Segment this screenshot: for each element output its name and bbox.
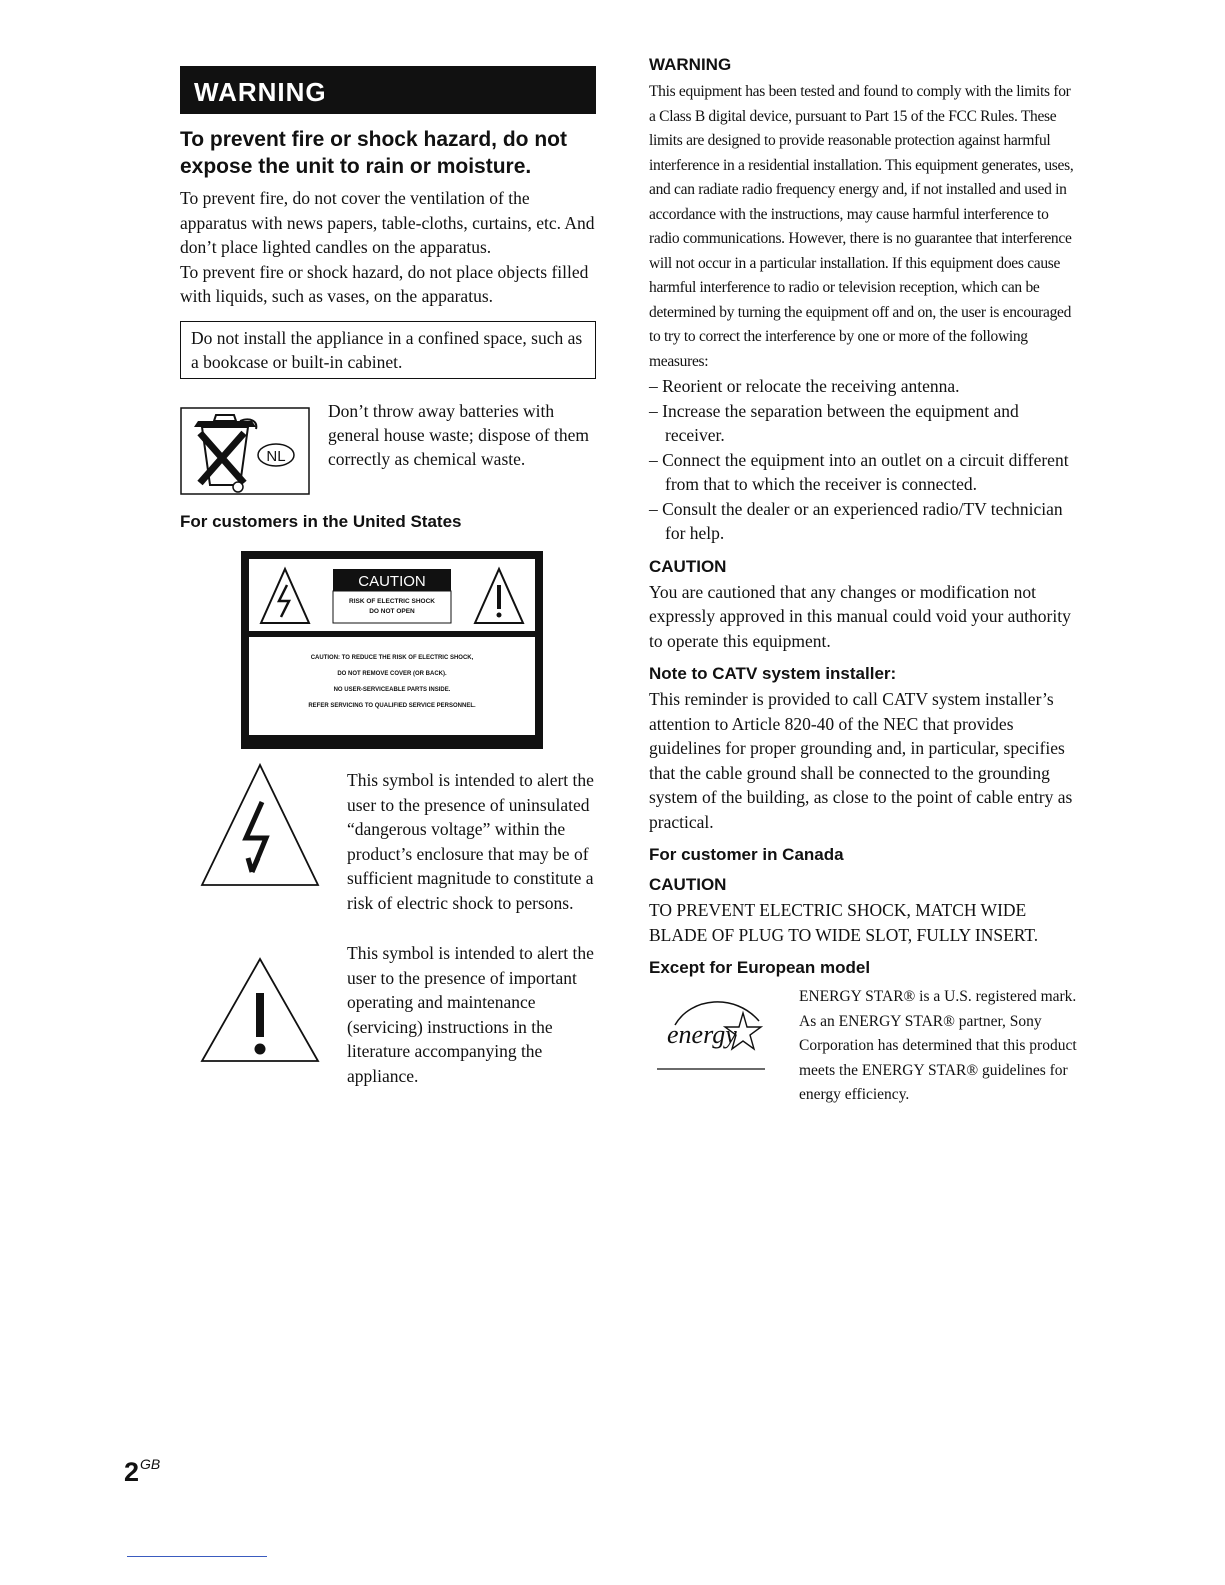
confined-space-notice: Do not install the appliance in a confined space, such as a bookcase or built-in cabinet. [180,321,596,379]
liquids-paragraph: To prevent fire or shock hazard, do not place objects filled with liquids, such as vases, on the apparatus. [180,261,589,306]
energy-star-text: ENERGY STAR® is a U.S. registered mark. As an ENERGY STAR® partner, Sony Corporation has determined that this product meets the ENERGY STAR® guidelines for energy efficiency. [799,988,1077,1103]
interference-measures-list [649,374,1074,546]
voltage-symbol-text: This symbol is intended to alert the user to the presence of uninsulated “dangerous voltage” within the product’s enclosure that may be of sufficient magnitude to constitute a risk of electric shock to persons. [347,770,594,913]
left-column [180,66,600,533]
caution-label-line4: REFER SERVICING TO QUALIFIED SERVICE PERSONNEL. [308,703,476,709]
fire-shock-heading: To prevent fire or shock hazard, do not expose the unit to rain or moisture. [180,128,567,178]
page-number-value: 2 [124,1457,140,1487]
canada-caution-heading: CAUTION [649,875,727,894]
energy-star-notice [649,985,1077,1145]
canada-caution-text: TO PREVENT ELECTRIC SHOCK, MATCH WIDE BLADE OF PLUG TO WIDE SLOT, FULLY INSERT. [649,900,1039,945]
catv-text: This reminder is provided to call CATV system installer’s attention to Article 820-40 of the NEC that provides guidelines for proper grounding and, in particular, specifies that the cable ground shall be connected to the grounding system of the building, as close to the point of cable entry as practical. [649,689,1073,832]
nl-mark: NL [266,447,286,465]
catv-heading: Note to CATV system installer: [649,664,897,683]
instructions-symbol-text: This symbol is intended to alert the user to the presence of important operating and maintenance (servicing) instructions in the literature accompanying the appliance. [347,943,594,1086]
caution-label-title: CAUTION [358,573,426,590]
caution-label-line1: CAUTION: TO REDUCE THE RISK OF ELECTRIC SHOCK, [310,655,474,661]
caution-label-line3: NO USER-SERVICEABLE PARTS INSIDE. [333,687,451,693]
lightning-triangle-icon [200,760,320,890]
warning-banner: WARNING [180,66,596,114]
list-item: – Connect the equipment into an outlet on a circuit different from that to which the receiver is connected. [649,449,1069,494]
caution-label-line2: DO NOT REMOVE COVER (OR BACK). [337,671,447,677]
page-number [124,1456,160,1488]
caution-heading: CAUTION [649,556,727,576]
list-item: – Reorient or relocate the receiving antenna. [649,376,960,396]
right-column [649,54,1077,1145]
battery-disposal-icon [180,407,310,495]
page-suffix: GB [140,1456,161,1472]
energy-logo-text: energy [667,1020,737,1049]
fcc-warning-heading: WARNING [649,55,732,74]
caution-label-sub1: RISK OF ELECTRIC SHOCK [349,598,435,605]
bottom-divider [127,1556,267,1557]
caution-label-sub2: DO NOT OPEN [369,608,415,615]
battery-text: Don’t throw away batteries with general house waste; dispose of them correctly as chemical waste. [328,400,589,469]
exclamation-triangle-icon [200,955,320,1065]
us-customers-heading: For customers in the United States [180,511,462,531]
list-item: – Consult the dealer or an experienced radio/TV technician for help. [649,498,1063,543]
caution-text: You are cautioned that any changes or modification not expressly approved in this manual could void your authority to operate this equipment. [649,581,1071,651]
caution-label-graphic [241,551,543,749]
fcc-text: This equipment has been tested and found to comply with the limits for a Class B digital device, pursuant to Part 15 of the FCC Rules. These limits are designed to provide reasonable protection against harmful interference in a residential installation. This equipment generates, uses, and can radiate radio frequency energy and, if not installed and used in accordance with the instructions, may cause harmful interference to radio communications. However, there is no guarantee that interference will not occur in a particular installation. If this equipment does cause harmful interference to radio or television reception, which can be determined by turning the equipment off and on, the user is encouraged to try to correct the interference by one or more of the following measures: [649,83,1074,370]
energy-star-logo [655,991,771,1071]
european-model-heading: Except for European model [649,958,871,977]
battery-disposal-notice [180,399,600,509]
list-item: – Increase the separation between the equipment and receiver. [649,400,1019,445]
canada-heading: For customer in Canada [649,845,844,864]
ventilation-paragraph: To prevent fire, do not cover the ventilation of the apparatus with news papers, table-cloths, curtains, etc. And don’t place lighted candles on the apparatus. [180,188,595,257]
